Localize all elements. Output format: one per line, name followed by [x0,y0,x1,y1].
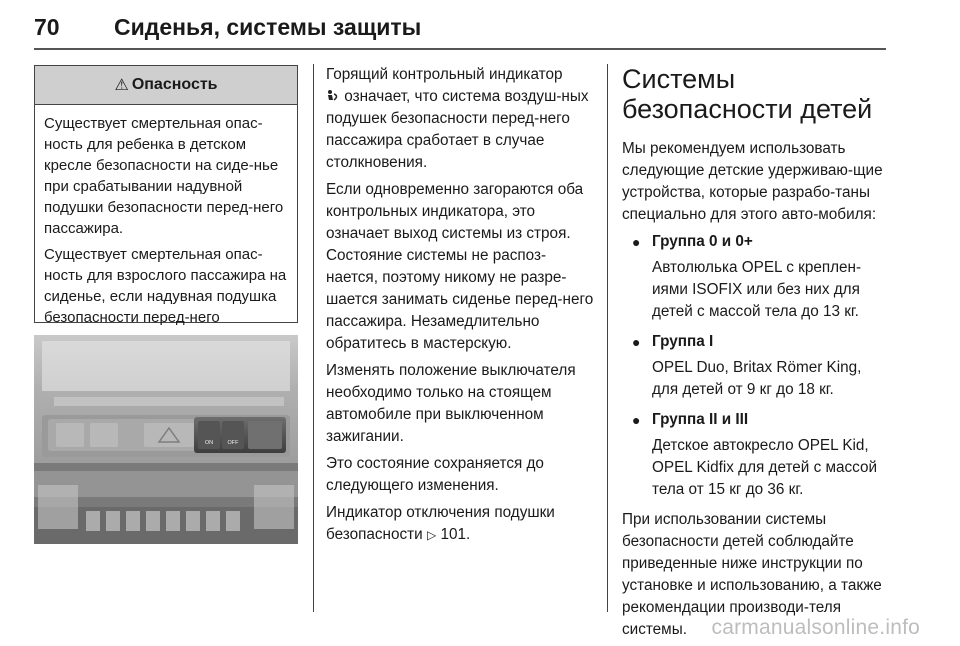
reference-text: Индикатор отключения подушки безопасности [326,504,555,543]
group-description: Детское автокресло OPEL Kid, OPEL Kidfix для детей с массой тела от 15 кг до 36 кг. [652,437,878,498]
paragraph: Если одновременно загораются оба контрольных индикатора, это означает выход системы из строя. Состояние системы не распоз-нается, поэтому никому не разре-шается занимать сиденье перед-него пассажира. Незамедлительно обратитесь в мастерскую. [326,181,594,352]
outro-paragraph: При использовании системы безопасности детей соблюдайте приведенные ниже инструкции по установке и использованию, а также рекомендации производи-теля системы. [622,511,882,638]
watermark: carmanualsonline.info [711,616,920,639]
warning-triangle-icon: ⚠ [114,77,129,94]
warning-paragraph: Существует смертельная опас-ность для ребенка в детском кресле безопасности на сиде-нье при срабатывании надувной подушки безопасности перед-него пассажира. [44,115,284,237]
section-title: Системы безопасности детей [622,64,873,124]
bullet-icon: ● [632,234,641,250]
header-rule [34,48,886,50]
paragraph: Изменять положение выключателя необходимо только на стоящем автомобиле при выключенном зажигании. [326,362,576,445]
warning-body [35,105,297,349]
bullet-icon: ● [632,334,641,350]
list-item [622,409,888,501]
page-title: Сиденья, системы защиты [114,14,422,40]
list-item [622,231,888,323]
list-item [622,331,888,401]
indicator-paragraph [326,64,596,174]
dashboard-photo [34,335,298,544]
warning-paragraph: Существует смертельная опас-ность для взрослого пассажира на сиденье, если надувная подушка безопасности перед-него [44,246,287,326]
intro-paragraph: Мы рекомендуем использовать следующие детские удерживаю-щие устройства, которые разрабо-таны специально для этого авто-мобиля: [622,140,883,223]
bullet-icon: ● [632,412,641,428]
reference-paragraph [326,502,596,546]
column-divider-2 [607,64,608,612]
warning-header [35,66,297,105]
warning-box [34,65,298,326]
indicator-text-after: означает, что система воздуш-ных подушек безопасности перед-него пассажира сработает в случае столкновения. [326,88,589,171]
page-reference-icon: ▷ [426,528,437,542]
page-number: 70 [34,14,60,40]
warning-title: Опасность [131,76,218,93]
airbag-off-label: OFF [227,440,239,446]
group-description: Автолюлька OPEL с креплен-иями ISOFIX или без них для детей с массой тела до 13 кг. [652,259,862,320]
column-2 [326,64,596,551]
airbag-on-label: ON [204,440,214,446]
reference-page-link[interactable]: 101. [440,526,471,543]
column-divider-1 [313,64,314,612]
group-description: OPEL Duo, Britax Römer King, для детей от 9 кг до 18 кг. [652,359,862,398]
column-3 [622,64,888,646]
airbag-on-indicator-icon [326,89,340,103]
paragraph: Это состояние сохраняется до следующего изменения. [326,455,544,494]
indicator-text-before: Горящий контрольный индикатор [326,66,563,83]
page-header [34,14,886,50]
group-title: Группа I [652,333,714,350]
group-title: Группа 0 и 0+ [652,233,753,250]
group-title: Группа II и III [652,411,749,428]
